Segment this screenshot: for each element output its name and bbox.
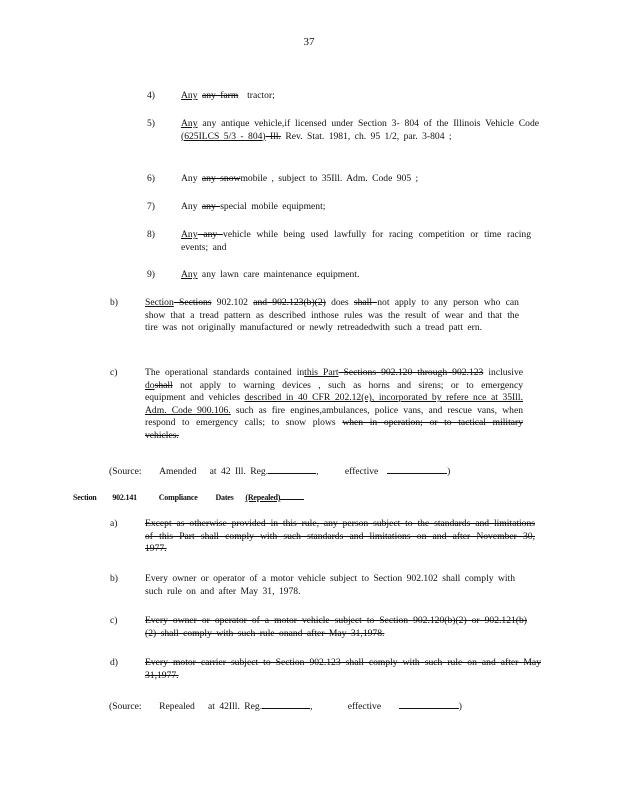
repealed-item-text: [145, 518, 535, 556]
list-item: [181, 173, 531, 186]
text-run: does: [325, 297, 354, 308]
list-item: [181, 269, 531, 282]
list-item-number: 7): [147, 201, 155, 212]
text-run: mobile , subject to 35Ill. Adm. Code 905 ;: [240, 173, 419, 184]
text-run: Any: [181, 173, 202, 184]
inserted-text: Section: [145, 297, 174, 308]
paragraph-b-text: [145, 297, 519, 335]
repealed-item-label: b): [110, 573, 118, 584]
deleted-text: Sections: [173, 297, 212, 308]
text-run: any antique vehicle,if licensed under Section 3- 804 of the Illinois Vehicle Code: [197, 118, 539, 129]
inserted-text: (625ILCS 5/3 - 804): [181, 130, 266, 142]
text-run: vehicle while being used lawfully for racing competition or time racing events; and: [181, 229, 531, 253]
deleted-text: any farm: [201, 90, 239, 101]
text-run: not apply to warning devices , such as horns and sirens; or to emergency equipment and vehicles: [145, 379, 523, 404]
inserted-text: Any: [181, 118, 198, 129]
paragraph-c-text: [145, 367, 523, 443]
inserted-text: Any: [181, 90, 198, 101]
source-note: (Source: Amended at 42 Ill. Reg. , effective ): [109, 466, 451, 477]
deleted-text: Except as otherwise provided in this rule, any person subject to the standards and limitations of this Part shall comply with such standards and limitations on and after November 30, 1977.: [145, 518, 535, 555]
repealed-item-label: a): [110, 518, 118, 529]
deleted-text: Ill.: [265, 130, 281, 142]
text-run: inclusive: [483, 367, 524, 378]
deleted-text: when in operation; or to tactical military vehicles.: [145, 417, 523, 441]
inserted-text: described in 40 CFR 202.12(e), incorporated by refere nce at 35Ill. Adm. Code 900.106.: [145, 392, 523, 416]
repealed-item-label: c): [110, 615, 118, 626]
source-note: (Source: Repealed at 42Ill. Reg. , effective ): [109, 701, 462, 712]
text-run: such as fire engines,ambulances, police vans, and rescue vans, when respond to emergency calls; to snow plows: [145, 404, 523, 429]
text-run: not apply to any person who can show that a tread pattern as described inthose rules was the result of wear and that the tire was not originally manufactured or newly retreadedwith such a tread patt ern.: [145, 297, 519, 334]
list-item: [181, 201, 531, 214]
deleted-text: any: [197, 229, 224, 240]
section-heading: Section 902.141 Compliance Dates (Repealed): [73, 490, 304, 505]
inserted-text: Any: [181, 269, 198, 280]
list-item: [181, 90, 531, 103]
deleted-text: Every motor carrier subject to Section 902.123 shall comply with such rule on and after May 31,1977.: [145, 657, 541, 681]
text-run: Rev. Stat. 1981, ch. 95 1/2, par. 3-804 ;: [280, 130, 452, 142]
list-item: [181, 118, 539, 143]
deleted-text: shall: [353, 297, 378, 308]
inserted-text: Any: [181, 229, 198, 240]
page-number: 37: [303, 36, 315, 48]
text-run: tractor;: [238, 90, 275, 101]
deleted-text: and 902.123(b)(2): [253, 297, 326, 308]
repealed-item-text: [145, 573, 515, 598]
text-run: The operational standards contained in: [145, 367, 305, 378]
text-run: special mobile equipment;: [220, 201, 326, 212]
text-run: any lawn care maintenance equipment.: [197, 269, 360, 280]
deleted-text: Sections 902.120 through 902.123: [338, 367, 484, 378]
deleted-text: Every owner or operator of a motor vehicle subject to Section 902.120(b)(2) or 902.121(b)(2) shall comply with such rule onand after May 31,1978.: [145, 615, 527, 639]
text-run: 902.102: [211, 297, 254, 308]
list-item-number: 4): [147, 90, 155, 101]
text-run: Every owner or operator of a motor vehicle subject to Section 902.102 shall comply with such rule on and after May 31, 1978.: [145, 573, 515, 597]
inserted-text: this Part: [304, 367, 339, 378]
text-run: Any: [181, 201, 202, 212]
paragraph-c-label: c): [110, 367, 118, 378]
paragraph-b-label: b): [110, 297, 118, 308]
list-item-number: 8): [147, 229, 155, 240]
repealed-item-text: [145, 657, 541, 682]
inserted-text: do: [145, 379, 155, 391]
repealed-item-text: [145, 615, 527, 640]
list-item-number: 5): [147, 118, 155, 129]
deleted-text: shall: [154, 379, 173, 391]
repealed-item-label: d): [110, 657, 118, 668]
deleted-text: any snow: [201, 173, 241, 184]
list-item-number: 9): [147, 269, 155, 280]
list-item-number: 6): [147, 173, 155, 184]
list-item: [181, 229, 531, 254]
deleted-text: any: [201, 201, 221, 212]
